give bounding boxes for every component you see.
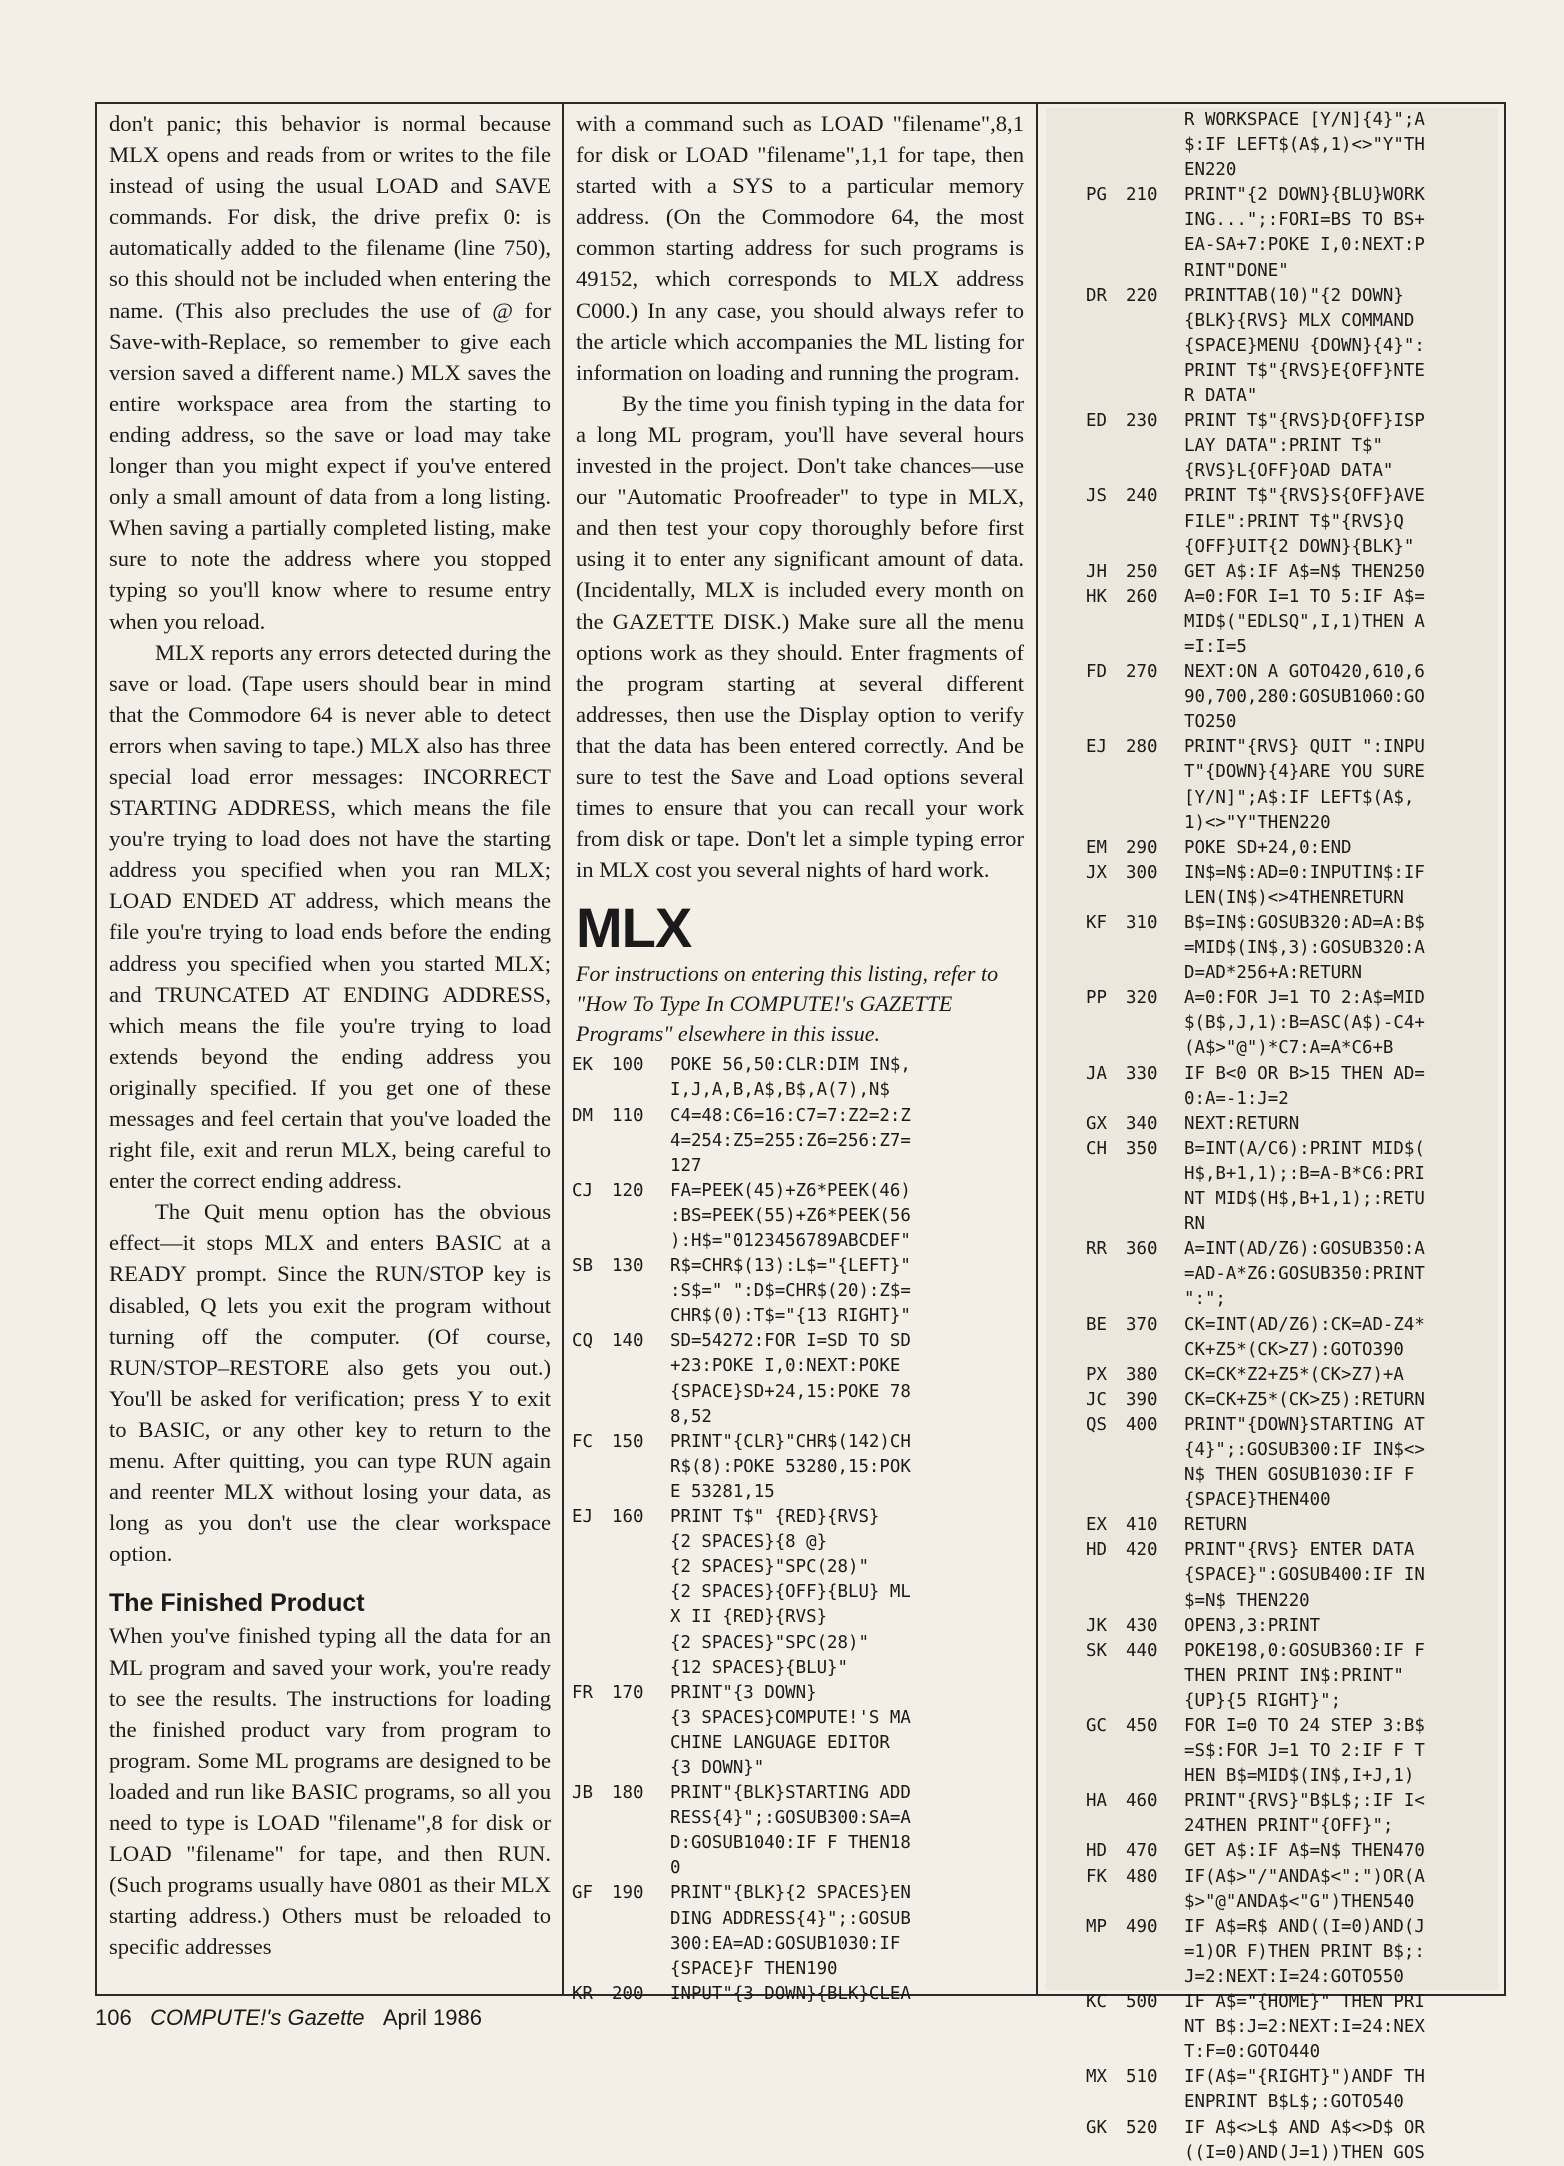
line-number: 110 xyxy=(612,1105,644,1126)
listing-line xyxy=(1086,836,1498,861)
listing-line xyxy=(572,1430,1030,1505)
line-number: 390 xyxy=(1126,1389,1158,1410)
line-number: 500 xyxy=(1126,1992,1158,2013)
listing-line xyxy=(1086,1388,1498,1413)
checksum: SK xyxy=(1086,1640,1107,1661)
listing-line xyxy=(1086,1915,1498,1990)
listing-line xyxy=(572,1179,1030,1254)
line-number: 430 xyxy=(1126,1615,1158,1636)
listing-line xyxy=(1086,1112,1498,1137)
line-code: C4=48:C6=16:C7=7:Z2=2:Z 4=254:Z5=255:Z6=256:Z7= 127 xyxy=(670,1105,911,1176)
line-number: 410 xyxy=(1126,1515,1158,1536)
checksum: EJ xyxy=(572,1507,593,1528)
checksum: EK xyxy=(572,1055,593,1076)
line-code: PRINT T$"{RVS}S{OFF}AVE FILE":PRINT T$"{RVS}Q {OFF}UIT{2 DOWN}{BLK}" xyxy=(1184,486,1425,557)
checksum: JK xyxy=(1086,1615,1107,1636)
line-number: 130 xyxy=(612,1256,644,1277)
paragraph: MLX reports any errors detected during the save or load. (Tape users should bear in mind that the Commodore 64 is never able to detect errors when saving to tape.) MLX also has three special load error messages: INCORRECT STARTING ADDRESS, which means the file you're trying to load does not have the starting address you specified when you ran MLX; LOAD ENDED AT address, which means the file you're trying to load ends before the ending address you specified when you started MLX; and TRUNCATED AT ENDING ADDRESS, which means the file you're trying to load extends beyond the ending address you originally specified. If you get one of these messages and feel certain that you've loaded the right file, exit and rerun MLX, being careful to enter the correct ending address. xyxy=(109,639,551,1194)
line-code: FOR I=0 TO 24 STEP 3:B$ =S$:FOR J=1 TO 2:IF F T HEN B$=MID$(IN$,I+J,1) xyxy=(1184,1716,1425,1787)
line-number: 160 xyxy=(612,1507,644,1528)
line-code: CK=INT(AD/Z6):CK=AD-Z4* CK+Z5*(CK>Z7):GOTO390 xyxy=(1184,1314,1425,1360)
line-number: 210 xyxy=(1126,185,1158,206)
column-1 xyxy=(105,108,557,1990)
line-code: PRINT T$"{RVS}D{OFF}ISP LAY DATA":PRINT T$" {RVS}L{OFF}OAD DATA" xyxy=(1184,411,1425,482)
line-number xyxy=(1126,108,1184,183)
checksum: GX xyxy=(1086,1113,1107,1134)
line-code: SD=54272:FOR I=SD TO SD +23:POKE I,0:NEXT:POKE {SPACE}SD+24,15:POKE 78 8,52 xyxy=(670,1331,911,1427)
line-number: 190 xyxy=(612,1883,644,1904)
listing-line xyxy=(1086,1614,1498,1639)
checksum: EX xyxy=(1086,1515,1107,1536)
line-code: PRINT"{RVS} ENTER DATA {SPACE}":GOSUB400:IF IN $=N$ THEN220 xyxy=(1184,1540,1425,1611)
checksum: JA xyxy=(1086,1063,1107,1084)
line-number: 170 xyxy=(612,1682,644,1703)
checksum: FD xyxy=(1086,662,1107,683)
line-number: 250 xyxy=(1126,561,1158,582)
checksum: GK xyxy=(1086,2117,1107,2138)
line-code: PRINTTAB(10)"{2 DOWN} {BLK}{RVS} MLX COMMAND {SPACE}MENU {DOWN}{4}": PRINT T$"{RVS}E{OFF}NTE R DATA" xyxy=(1184,285,1425,407)
checksum: CH xyxy=(1086,1138,1107,1159)
line-number: 330 xyxy=(1126,1063,1158,1084)
listing-line xyxy=(1086,1865,1498,1915)
page-number: 106 xyxy=(95,2005,132,2030)
checksum xyxy=(1086,108,1126,183)
listing-line xyxy=(1086,1137,1498,1237)
listing-intro: For instructions on entering this listing, refer to "How To Type In COMPUTE!'s GAZETTE Programs" elsewhere in this issue. xyxy=(576,961,999,1047)
listing-line xyxy=(1086,1639,1498,1714)
section-heading: The Finished Product xyxy=(109,1589,365,1618)
column-rule xyxy=(562,104,564,1994)
paragraph: The Quit menu option has the obvious effect—it stops MLX and enters BASIC at a READY prompt. Since the RUN/STOP key is disabled, Q lets you exit the program without turning off the computer. (Of course, RUN/STOP–RESTORE also gets you out.) You'll be asked for verification; press Y to exit to BASIC, or any other key to return to the menu. After quitting, you can type RUN again and reenter MLX without losing your data, as long as you don't use the clear workspace option. xyxy=(109,1199,551,1567)
line-code: IF A$=R$ AND((I=0)AND(J =1)OR F)THEN PRINT B$;: J=2:NEXT:I=24:GOTO550 xyxy=(1184,1916,1425,1987)
listing-line xyxy=(1086,2116,1498,2166)
checksum: HK xyxy=(1086,586,1107,607)
line-number: 340 xyxy=(1126,1113,1158,1134)
checksum: HA xyxy=(1086,1791,1107,1812)
listing-line xyxy=(1086,1538,1498,1613)
line-code: PRINT"{3 DOWN} {3 SPACES}COMPUTE!'S MA CHINE LANGUAGE EDITOR {3 DOWN}" xyxy=(670,1682,911,1778)
line-number: 380 xyxy=(1126,1364,1158,1385)
listing-line xyxy=(1086,108,1498,183)
line-number: 180 xyxy=(612,1783,644,1804)
line-code: A=0:FOR J=1 TO 2:A$=MID $(B$,J,1):B=ASC(A$)-C4+ (A$>"@")*C7:A=A*C6+B xyxy=(1184,988,1425,1059)
line-number: 350 xyxy=(1126,1138,1158,1159)
checksum: FC xyxy=(572,1431,593,1452)
checksum: JC xyxy=(1086,1389,1107,1410)
paragraph: don't panic; this behavior is normal because MLX opens and reads from or writes to the file instead of using the usual LOAD and SAVE commands. For disk, the drive prefix 0: is automatically added to the filename (line 750), so this should not be included when entering the name. (This also precludes the use of @ for Save-with-Replace, so remember to give each version saved a different name.) MLX saves the entire workspace area from the starting to ending address, so the save or load may take longer than you might expect if you've entered only a small amount of data from a long listing. When saving a partially completed listing, make sure to note the address where you stopped typing so you'll know where to resume entry when you reload. xyxy=(109,111,551,634)
line-code: POKE198,0:GOSUB360:IF F THEN PRINT IN$:PRINT" {UP}{5 RIGHT}"; xyxy=(1184,1640,1425,1711)
listing-line xyxy=(572,1254,1030,1329)
listing-line xyxy=(1086,1714,1498,1789)
listing-line xyxy=(1086,1363,1498,1388)
paragraph: with a command such as LOAD "filename",8,1 for disk or LOAD "filename",1,1 for tape, then started with a SYS to a particular memory address. (On the Commodore 64, the most common starting address for such programs is 49152, which corresponds to MLX address C000.) In any case, you should always refer to the article which accompanies the ML listing for information on loading and running the program. xyxy=(576,111,1024,385)
line-number: 470 xyxy=(1126,1841,1158,1862)
listing-line xyxy=(1086,585,1498,660)
checksum: JB xyxy=(572,1783,593,1804)
listing-line xyxy=(1086,484,1498,559)
listing-title: MLX xyxy=(576,896,692,960)
line-code: PRINT"{BLK}STARTING ADD RESS{4}";:GOSUB300:SA=A D:GOSUB1040:IF F THEN18 0 xyxy=(670,1783,911,1879)
checksum: BE xyxy=(1086,1314,1107,1335)
checksum: SB xyxy=(572,1256,593,1277)
line-code: POKE 56,50:CLR:DIM IN$, I,J,A,B,A$,B$,A(7),N$ xyxy=(670,1055,911,1101)
column-2 xyxy=(572,108,1030,2004)
program-listing xyxy=(572,1053,1030,2007)
line-code: R WORKSPACE [Y/N]{4}";A $:IF LEFT$(A$,1)<>"Y"TH EN220 xyxy=(1184,110,1425,181)
listing-line xyxy=(1086,409,1498,484)
listing-line xyxy=(1086,2065,1498,2115)
checksum: DM xyxy=(572,1105,593,1126)
line-number: 200 xyxy=(612,1983,644,2004)
checksum: PX xyxy=(1086,1364,1107,1385)
listing-line xyxy=(1086,735,1498,835)
checksum: DR xyxy=(1086,285,1107,306)
line-code: B$=IN$:GOSUB320:AD=A:B$ =MID$(IN$,3):GOSUB320:A D=AD*256+A:RETURN xyxy=(1184,913,1425,984)
listing-line xyxy=(572,1053,1030,1103)
listing-line xyxy=(572,1104,1030,1179)
line-code: PRINT"{RVS} QUIT ":INPU T"{DOWN}{4}ARE YOU SURE [Y/N]";A$:IF LEFT$(A$, 1)<>"Y"THEN220 xyxy=(1184,737,1425,833)
line-code: IF(A$>"/"ANDA$<":")OR(A $>"@"ANDA$<"G")THEN540 xyxy=(1184,1866,1425,1912)
checksum: FR xyxy=(572,1682,593,1703)
checksum: JS xyxy=(1086,486,1107,507)
article-body xyxy=(576,108,1024,885)
line-number: 230 xyxy=(1126,411,1158,432)
line-number: 490 xyxy=(1126,1916,1158,1937)
line-code: PRINT T$" {RED}{RVS} {2 SPACES}{8 @} {2 SPACES}"SPC(28)" {2 SPACES}{OFF}{BLU} ML X II {RED}{RVS} {2 SPACES}"SPC(28)" {12 SPACES}{BLU}" xyxy=(670,1507,911,1678)
line-code: NEXT:ON A GOTO420,610,6 90,700,280:GOSUB1060:GO TO250 xyxy=(1184,662,1425,733)
listing-line xyxy=(1086,1062,1498,1112)
listing-line xyxy=(1086,1413,1498,1513)
checksum: GC xyxy=(1086,1716,1107,1736)
line-number: 280 xyxy=(1126,737,1158,758)
line-code: POKE SD+24,0:END xyxy=(1184,837,1352,858)
paragraph: When you've finished typing all the data for an ML program and saved your work, you're ready to see the results. The instructions for loading the finished product vary from program to program. Some ML programs are designed to be loaded and run like BASIC programs, so all you need to type is LOAD "filename",8 for disk or LOAD "filename" for tape, and then RUN. (Such programs usually have 0801 as their MLX starting address.) Others must be reloaded to specific addresses xyxy=(109,1623,551,1960)
checksum: CQ xyxy=(572,1331,593,1352)
line-number: 290 xyxy=(1126,837,1158,858)
line-number: 480 xyxy=(1126,1866,1158,1887)
checksum: QS xyxy=(1086,1414,1107,1435)
line-number: 370 xyxy=(1126,1314,1158,1335)
line-number: 120 xyxy=(612,1180,644,1201)
line-code: CK=CK+Z5*(CK>Z5):RETURN xyxy=(1184,1389,1425,1410)
line-code: PRINT"{RVS}"B$L$;:IF I< 24THEN PRINT"{OFF}"; xyxy=(1184,1791,1425,1837)
line-code: PRINT"{DOWN}STARTING AT {4}";:GOSUB300:IF IN$<> N$ THEN GOSUB1030:IF F {SPACE}THEN400 xyxy=(1184,1414,1425,1511)
listing-line xyxy=(1086,986,1498,1061)
listing-line xyxy=(1086,660,1498,735)
listing-line xyxy=(1086,861,1498,911)
column-3 xyxy=(1046,108,1498,2163)
checksum: JH xyxy=(1086,561,1107,582)
line-number: 240 xyxy=(1126,486,1158,507)
checksum: ED xyxy=(1086,411,1107,432)
line-code: A=0:FOR I=1 TO 5:IF A$= MID$("EDLSQ",I,1)THEN A =I:I=5 xyxy=(1184,586,1425,657)
line-number: 460 xyxy=(1126,1791,1158,1812)
listing-line xyxy=(1086,1237,1498,1312)
checksum: GF xyxy=(572,1883,593,1904)
line-code: RETURN xyxy=(1184,1515,1247,1536)
line-number: 450 xyxy=(1126,1716,1158,1736)
checksum: HD xyxy=(1086,1540,1107,1561)
line-number: 310 xyxy=(1126,913,1158,933)
listing-line xyxy=(1086,183,1498,283)
checksum: CJ xyxy=(572,1180,593,1201)
checksum: FK xyxy=(1086,1866,1107,1887)
listing-line xyxy=(1086,911,1498,986)
program-listing xyxy=(1086,108,1498,2166)
line-code: IF A$="{HOME}" THEN PRI NT B$:J=2:NEXT:I=24:NEX T:F=0:GOTO440 xyxy=(1184,1992,1425,2063)
checksum: PG xyxy=(1086,185,1107,206)
line-number: 520 xyxy=(1126,2117,1158,2138)
line-code: INPUT"{3 DOWN}{BLK}CLEA xyxy=(670,1983,911,2004)
checksum: KC xyxy=(1086,1992,1107,2013)
listing-line xyxy=(572,1505,1030,1681)
checksum: EJ xyxy=(1086,737,1107,758)
line-number: 300 xyxy=(1126,862,1158,883)
listing-line xyxy=(1086,1313,1498,1363)
line-number: 510 xyxy=(1126,2067,1158,2088)
line-code: GET A$:IF A$=N$ THEN250 xyxy=(1184,561,1425,582)
line-number: 270 xyxy=(1126,662,1158,683)
line-code: A=INT(AD/Z6):GOSUB350:A =AD-A*Z6:GOSUB350:PRINT ":"; xyxy=(1184,1239,1425,1310)
listing-line xyxy=(1086,1513,1498,1538)
listing-line xyxy=(572,1781,1030,1881)
line-code: IF(A$="{RIGHT}")ANDF TH ENPRINT B$L$;:GOTO540 xyxy=(1184,2067,1425,2113)
line-number: 400 xyxy=(1126,1414,1158,1435)
line-code: GET A$:IF A$=N$ THEN470 xyxy=(1184,1841,1425,1862)
checksum: MX xyxy=(1086,2067,1107,2088)
line-number: 100 xyxy=(612,1055,644,1076)
issue-date: April 1986 xyxy=(382,2005,482,2030)
line-code: PRINT"{BLK}{2 SPACES}EN DING ADDRESS{4}";:GOSUB 300:EA=AD:GOSUB1030:IF {SPACE}F THEN190 xyxy=(670,1883,911,1979)
listing-line xyxy=(1086,1839,1498,1864)
page-footer xyxy=(95,2005,482,2031)
line-number: 260 xyxy=(1126,586,1158,607)
line-number: 140 xyxy=(612,1331,644,1352)
checksum: JX xyxy=(1086,862,1107,883)
line-code: PRINT"{CLR}"CHR$(142)CH R$(8):POKE 53280,15:POK E 53281,15 xyxy=(670,1431,911,1502)
listing-line xyxy=(572,1982,1030,2007)
line-code: B=INT(A/C6):PRINT MID$( H$,B+1,1);:B=A-B*C6:PRI NT MID$(H$,B+1,1);:RETU RN xyxy=(1184,1138,1425,1235)
listing-line xyxy=(1086,1990,1498,2065)
listing-line xyxy=(1086,284,1498,409)
paragraph: By the time you finish typing in the data for a long ML program, you'll have several hours invested in the project. Don't take chances—use our "Automatic Proofreader" to type in MLX, and then test your copy thoroughly before first using it to enter any significant amount of data. (Incidentally, MLX is included every month on the GAZETTE DISK.) Make sure all the menu options work as they should. Enter fragments of the program starting at several different addresses, then use the Display option to verify that the data has been entered correctly. And be sure to test the Save and Load options several times to ensure that you can recall your work from disk or tape. Don't let a simple typing error in MLX cost you several nights of hard work. xyxy=(576,390,1024,883)
line-code: NEXT:RETURN xyxy=(1184,1113,1300,1134)
line-code: OPEN3,3:PRINT xyxy=(1184,1615,1321,1636)
line-code: IF A$<>L$ AND A$<>D$ OR ((I=0)AND(J=1))THEN GOS xyxy=(1184,2117,1425,2163)
publication-name: COMPUTE!'s Gazette xyxy=(150,2005,365,2030)
listing-line xyxy=(572,1881,1030,1981)
line-code: R$=CHR$(13):L$="{LEFT}" :S$=" ":D$=CHR$(20):Z$= CHR$(0):T$="{13 RIGHT}" xyxy=(670,1256,911,1327)
checksum: PP xyxy=(1086,988,1107,1009)
line-number: 150 xyxy=(612,1431,644,1452)
checksum: EM xyxy=(1086,837,1107,858)
line-code: CK=CK*Z2+Z5*(CK>Z7)+A xyxy=(1184,1364,1404,1385)
checksum: RR xyxy=(1086,1239,1107,1260)
line-number: 420 xyxy=(1126,1540,1158,1561)
listing-line xyxy=(1086,1789,1498,1839)
line-number: 360 xyxy=(1126,1239,1158,1260)
checksum: HD xyxy=(1086,1841,1107,1862)
checksum: MP xyxy=(1086,1916,1107,1937)
article-body xyxy=(109,1620,551,1962)
column-rule xyxy=(1036,104,1038,1994)
line-number: 320 xyxy=(1126,988,1158,1009)
line-code: FA=PEEK(45)+Z6*PEEK(46) :BS=PEEK(55)+Z6*PEEK(56 ):H$="0123456789ABCDEF" xyxy=(670,1180,911,1251)
line-code: IN$=N$:AD=0:INPUTIN$:IF LEN(IN$)<>4THENRETURN xyxy=(1184,862,1425,908)
listing-line xyxy=(572,1329,1030,1429)
line-number: 220 xyxy=(1126,285,1158,306)
article-body xyxy=(109,108,551,1569)
line-code: PRINT"{2 DOWN}{BLU}WORK ING...";:FORI=BS TO BS+ EA-SA+7:POKE I,0:NEXT:P RINT"DONE" xyxy=(1184,185,1425,281)
listing-line xyxy=(1086,560,1498,585)
checksum: KR xyxy=(572,1983,593,2004)
line-number: 440 xyxy=(1126,1640,1158,1661)
listing-line xyxy=(572,1681,1030,1781)
checksum: KF xyxy=(1086,913,1107,933)
line-code: IF B<0 OR B>15 THEN AD= 0:A=-1:J=2 xyxy=(1184,1063,1425,1109)
